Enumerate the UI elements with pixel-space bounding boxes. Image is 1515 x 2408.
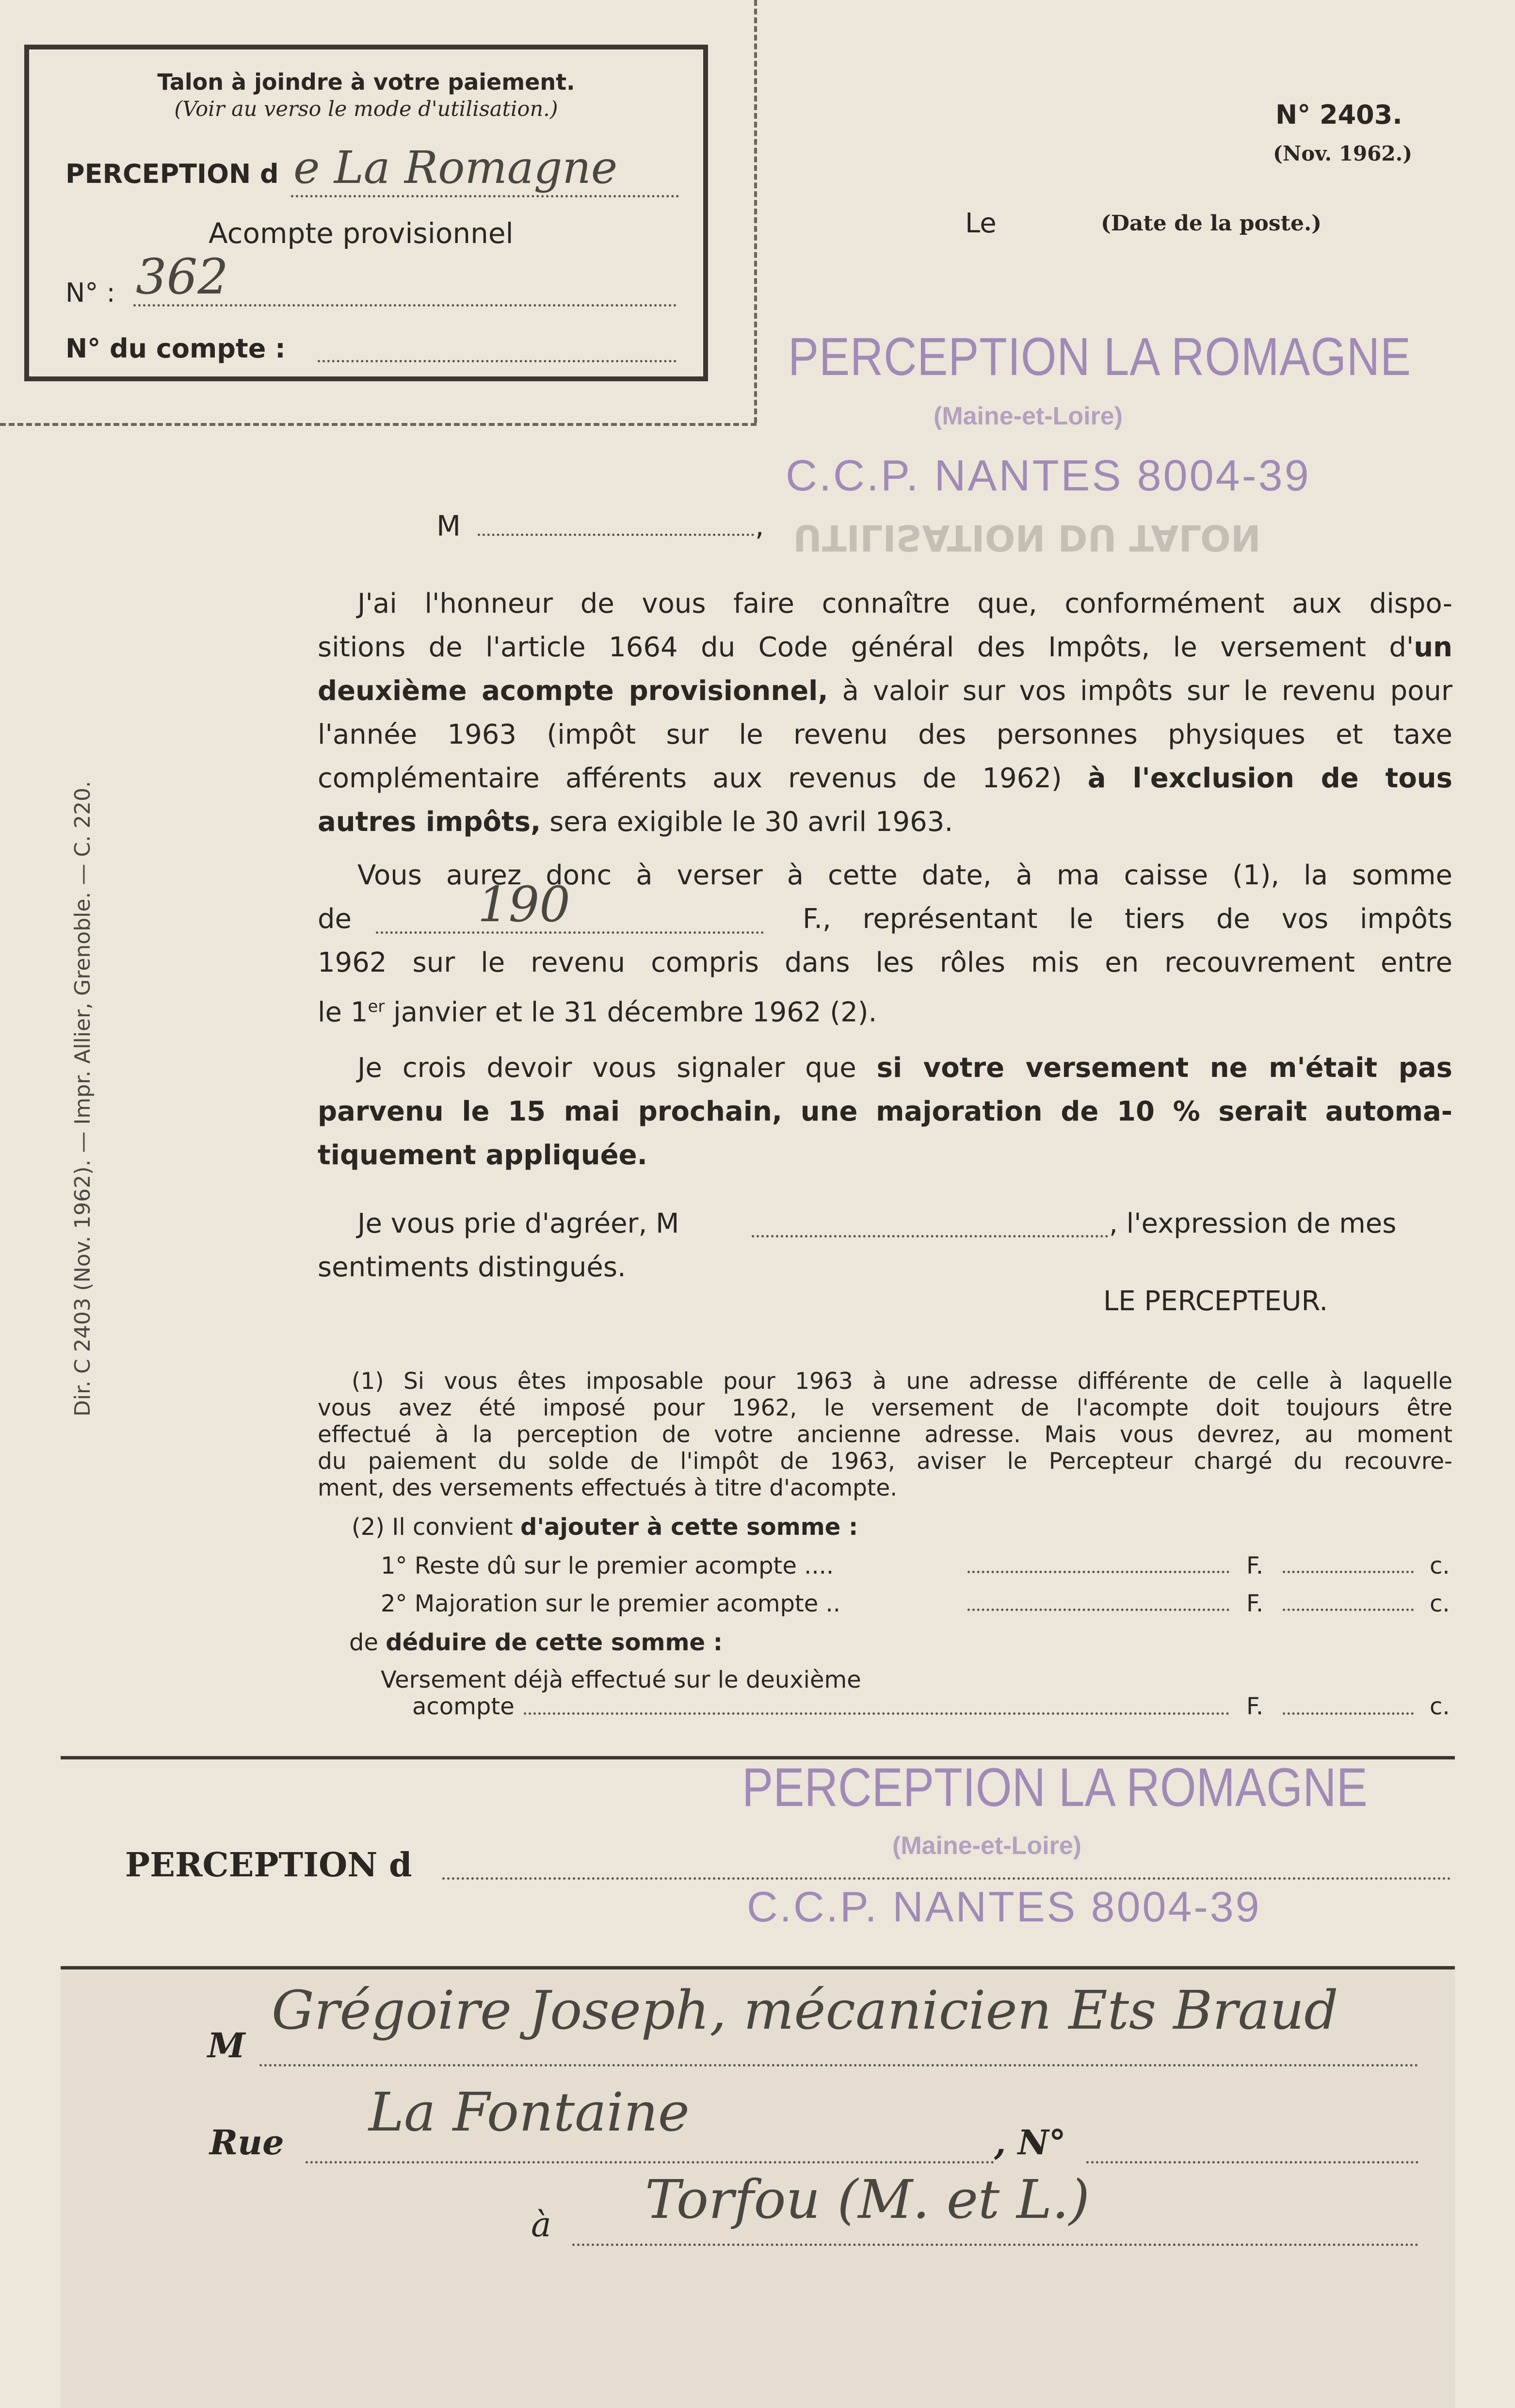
address-no-line [1086, 2161, 1418, 2164]
row-1-cents-line [1283, 1571, 1414, 1573]
row-3-f: F. [1246, 1693, 1264, 1720]
p4-line-1-text-b: , l'expression de mes [1109, 1208, 1397, 1239]
address-no-label: , N° [994, 2122, 1066, 2163]
p1-line-4: l'année 1963 (impôt sur le revenu des personnes physiques et taxe [318, 719, 1452, 750]
talon-perception-handwritten: e La Romagne [293, 142, 618, 194]
p1-line-5 [318, 757, 1452, 800]
letter-paragraph-2 [318, 854, 1452, 1035]
perforation-horizontal [0, 423, 757, 426]
p2-line-2-text: F., représentant le tiers de vos impôts [803, 903, 1452, 935]
talon-box [24, 45, 708, 381]
salutation-comma: , [755, 509, 764, 542]
talon-numero-line [133, 304, 677, 307]
address-rue-line [306, 2161, 994, 2164]
address-m-line [259, 2064, 1418, 2066]
row-1-francs-line [967, 1571, 1229, 1573]
p1-line-3-bold: deuxième acompte provisionnel, [318, 675, 828, 707]
side-imprint: Dir. C 2403 (Nov. 1962). — Impr. Allier, Grenoble. — C. 220. [70, 781, 95, 1417]
talon-compte-label: N° du compte : [65, 333, 286, 364]
bottom-perception-label: PERCEPTION d [125, 1846, 412, 1885]
address-name-handwritten: Grégoire Joseph, mécanicien Ets Braud [272, 1979, 1338, 2041]
row-3-cents-line [1283, 1712, 1414, 1715]
row-3-label-line-1: Versement déjà effectué sur le deuxième [381, 1666, 861, 1693]
bottom-perception-line [442, 1877, 1451, 1880]
talon-compte-line [318, 360, 677, 362]
letter-paragraph-3 [318, 1046, 1452, 1177]
note-1-line-4: du paiement du solde de l'impôt de 1963, aviser le Percepteur chargé du recouvre- [318, 1448, 1452, 1475]
row-1-f: F. [1246, 1552, 1264, 1579]
salutation-line [478, 534, 754, 536]
deduire-text: de [349, 1629, 386, 1656]
stamp-bottom-line1: PERCEPTION LA ROMAGNE [742, 1757, 1368, 1818]
p2-line-4 [318, 985, 1452, 1035]
row-1-c: c. [1430, 1552, 1450, 1579]
talon-subtitle: (Voir au verso le mode d'utilisation.) [174, 97, 558, 121]
p4-line-1 [318, 1202, 1452, 1246]
p3-line-1-bold: si votre versement ne m'était pas [876, 1052, 1452, 1084]
deduire-bold: déduire de cette somme : [386, 1629, 723, 1656]
note-2-bold: d'ajouter à cette somme : [520, 1513, 858, 1541]
row-3-francs-line [524, 1712, 1229, 1715]
p1-line-6 [318, 800, 1452, 844]
stamp-bottom-line2: (Maine-et-Loire) [892, 1832, 1081, 1860]
p3-line-1 [318, 1046, 1452, 1090]
row-2-francs-line [967, 1609, 1229, 1611]
stamp-top-line2: (Maine-et-Loire) [934, 402, 1123, 430]
letter-paragraph-4 [318, 1202, 1452, 1289]
row-2-cents-line [1283, 1609, 1414, 1611]
p1-line-2 [318, 626, 1452, 669]
p1-line-5-bold: à l'exclusion de tous [1087, 763, 1453, 794]
row-3-label-line-2: acompte [412, 1693, 515, 1720]
p1-line-6-bold: autres impôts, [318, 806, 541, 838]
p2-de-label: de [318, 903, 352, 935]
stamp-bottom-line3: C.C.P. NANTES 8004-39 [747, 1883, 1261, 1931]
note-1-line-1: (1) Si vous êtes imposable pour 1963 à une adresse différente de celle à laquelle [352, 1368, 1452, 1395]
address-a-line [572, 2244, 1418, 2246]
ghost-verso-text: UTILISATION DU TALON [793, 517, 1261, 558]
row-3-c: c. [1430, 1693, 1450, 1720]
letter-paragraph-1 [318, 582, 1452, 844]
address-city-handwritten: Torfou (M. et L.) [645, 2168, 1090, 2230]
talon-acompte-label: Acompte provisionnel [209, 217, 514, 250]
date-poste-label: (Date de la poste.) [1101, 211, 1322, 236]
signature-le-percepteur: LE PERCEPTEUR. [1103, 1285, 1328, 1317]
talon-numero-handwritten: 362 [136, 248, 228, 305]
p4-line-1-text-a: Je vous prie d'agréer, M [357, 1208, 679, 1239]
p1-line-2-text: sitions de l'article 1664 du Code général des Impôts, le versement d' [318, 632, 1414, 663]
row-2-f: F. [1246, 1590, 1264, 1617]
row-2-label: 2° Majoration sur le premier acompte .. [381, 1590, 841, 1617]
p1-line-3-text: à valoir sur vos impôts sur le revenu pour [828, 675, 1452, 707]
note-2-text: (2) Il convient [352, 1513, 520, 1541]
p1-line-1: J'ai l'honneur de vous faire connaître que, conformément aux dispo- [357, 588, 1452, 619]
row-2-c: c. [1430, 1590, 1450, 1617]
salutation-label: M [436, 509, 461, 542]
talon-perception-label: PERCEPTION d [65, 159, 279, 189]
p4-m-line [752, 1235, 1108, 1237]
stamp-top-line1: PERCEPTION LA ROMAGNE [788, 327, 1411, 387]
p2-line-4-text-a: le 1 [318, 996, 368, 1028]
p2-line-4-text-b: janvier et le 31 décembre 1962 (2). [385, 996, 877, 1028]
talon-numero-label: N° : [65, 277, 115, 308]
p1-line-2-bold: un [1414, 632, 1452, 663]
note-1-line-3: effectué à la perception de votre ancienne adresse. Mais vous devrez, au moment [318, 1421, 1452, 1448]
note-1-line-2: vous avez été imposé pour 1962, le versement de l'acompte doit toujours être [318, 1395, 1452, 1421]
p2-line-4-sup: er [368, 997, 385, 1016]
talon-perception-line [291, 195, 679, 197]
p3-line-2: parvenu le 15 mai prochain, une majoration de 10 % serait automa- [318, 1096, 1452, 1127]
date-le-label: Le [965, 208, 997, 239]
p2-line-3: 1962 sur le revenu compris dans les rôles mis en recouvrement entre [318, 947, 1452, 978]
p1-line-5-text: complémentaire afférents aux revenus de 1962) [318, 763, 1088, 794]
note-2-heading [352, 1513, 858, 1541]
p1-line-6-text: sera exigible le 30 avril 1963. [541, 806, 953, 838]
address-rue-label: Rue [210, 2122, 284, 2163]
p2-line-1: Vous aurez donc à verser à cette date, à ma caisse (1), la somme [357, 860, 1452, 891]
p4-line-2: sentiments distingués. [318, 1252, 626, 1283]
address-m-label: M [208, 2025, 245, 2066]
perforation-vertical [754, 0, 757, 423]
row-1-label: 1° Reste dû sur le premier acompte .... [381, 1552, 834, 1579]
p3-line-1-text: Je crois devoir vous signaler que [357, 1052, 877, 1084]
notes-block [318, 1368, 1452, 1501]
stamp-top-line3: C.C.P. NANTES 8004-39 [786, 452, 1311, 500]
deduire-heading [349, 1629, 723, 1656]
amount-handwritten: 190 [478, 876, 570, 933]
address-a-label: à [531, 2205, 551, 2245]
form-number: N° 2403. [1275, 99, 1402, 130]
note-1-line-5: ment, des versements effectués à titre d'acompte. [318, 1475, 898, 1501]
talon-title: Talon à joindre à votre paiement. [157, 69, 575, 95]
p2-line-2 [318, 876, 1452, 941]
p3-line-3: tiquement appliquée. [318, 1139, 647, 1171]
p1-line-3 [318, 669, 1452, 713]
address-rue-handwritten: La Fontaine [369, 2081, 690, 2143]
form-date: (Nov. 1962.) [1273, 142, 1413, 165]
